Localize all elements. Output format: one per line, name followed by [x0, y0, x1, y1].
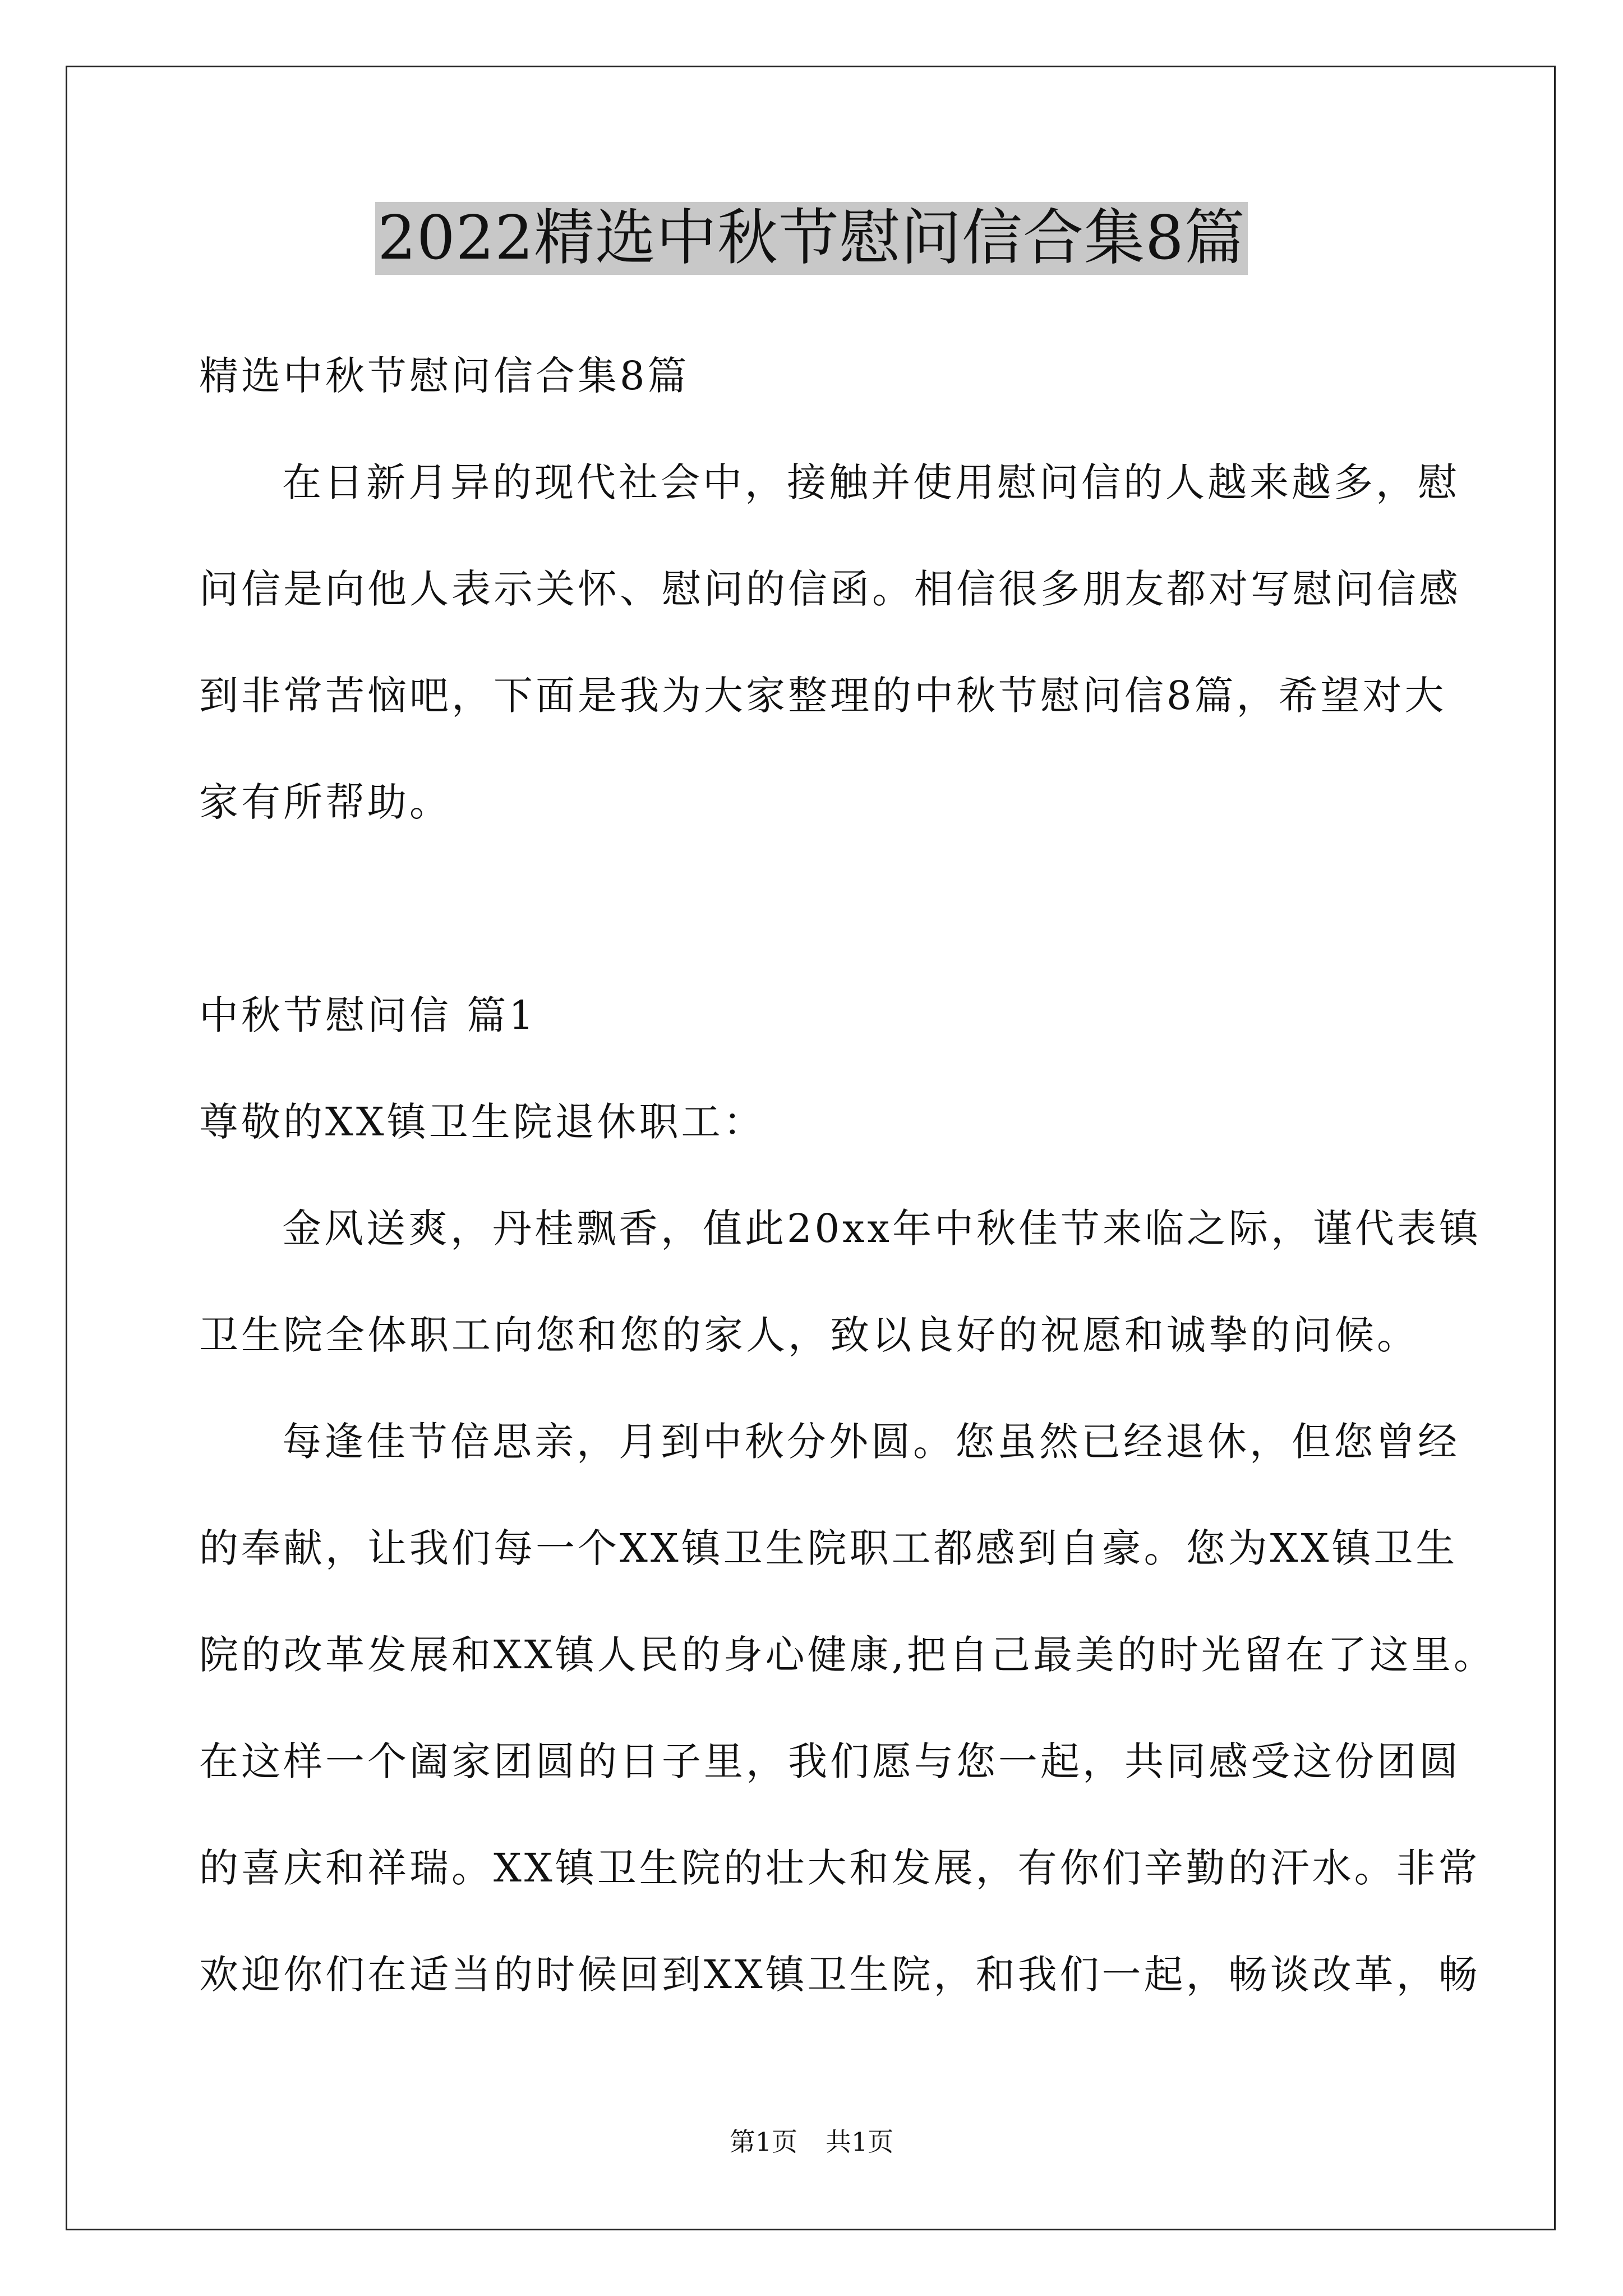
- paragraph-line: 的奉献，让我们每一个XX镇卫生院职工都感到自豪。您为XX镇卫生: [199, 1525, 1458, 1571]
- document-title: 2022精选中秋节慰问信合集8篇: [375, 202, 1248, 275]
- document-subtitle: 精选中秋节慰问信合集8篇: [199, 353, 690, 399]
- paragraph-line: 金风送爽，丹桂飘香，值此20xx年中秋佳节来临之际，谨代表镇: [282, 1205, 1482, 1251]
- paragraph-line: 欢迎你们在适当的时候回到XX镇卫生院，和我们一起，畅谈改革，畅: [199, 1952, 1481, 1998]
- salutation: 尊敬的XX镇卫生院退休职工：: [199, 1099, 766, 1145]
- section-heading: 中秋节慰问信 篇1: [199, 992, 537, 1038]
- paragraph-line: 在这样一个阖家团圆的日子里，我们愿与您一起，共同感受这份团圆: [199, 1738, 1461, 1784]
- page-number: 第1页: [729, 2127, 797, 2157]
- title-container: [0, 202, 1623, 275]
- page-total: 共1页: [826, 2127, 894, 2157]
- paragraph-line: 每逢佳节倍思亲，月到中秋分外圆。您虽然已经退休，但您曾经: [282, 1419, 1460, 1465]
- paragraph-line: 院的改革发展和XX镇人民的身心健康,把自己最美的时光留在了这里。: [199, 1632, 1496, 1678]
- paragraph-line: 卫生院全体职工向您和您的家人，致以良好的祝愿和诚挚的问候。: [199, 1312, 1419, 1358]
- page-footer: [0, 2125, 1623, 2159]
- intro-line: 家有所帮助。: [199, 779, 451, 825]
- intro-line: 在日新月异的现代社会中，接触并使用慰问信的人越来越多，慰: [282, 459, 1460, 505]
- intro-line: 到非常苦恼吧，下面是我为大家整理的中秋节慰问信8篇，希望对大: [199, 673, 1447, 719]
- paragraph-line: 的喜庆和祥瑞。XX镇卫生院的壮大和发展，有你们辛勤的汗水。非常: [199, 1845, 1481, 1891]
- intro-line: 问信是向他人表示关怀、慰问的信函。相信很多朋友都对写慰问信感: [199, 566, 1461, 612]
